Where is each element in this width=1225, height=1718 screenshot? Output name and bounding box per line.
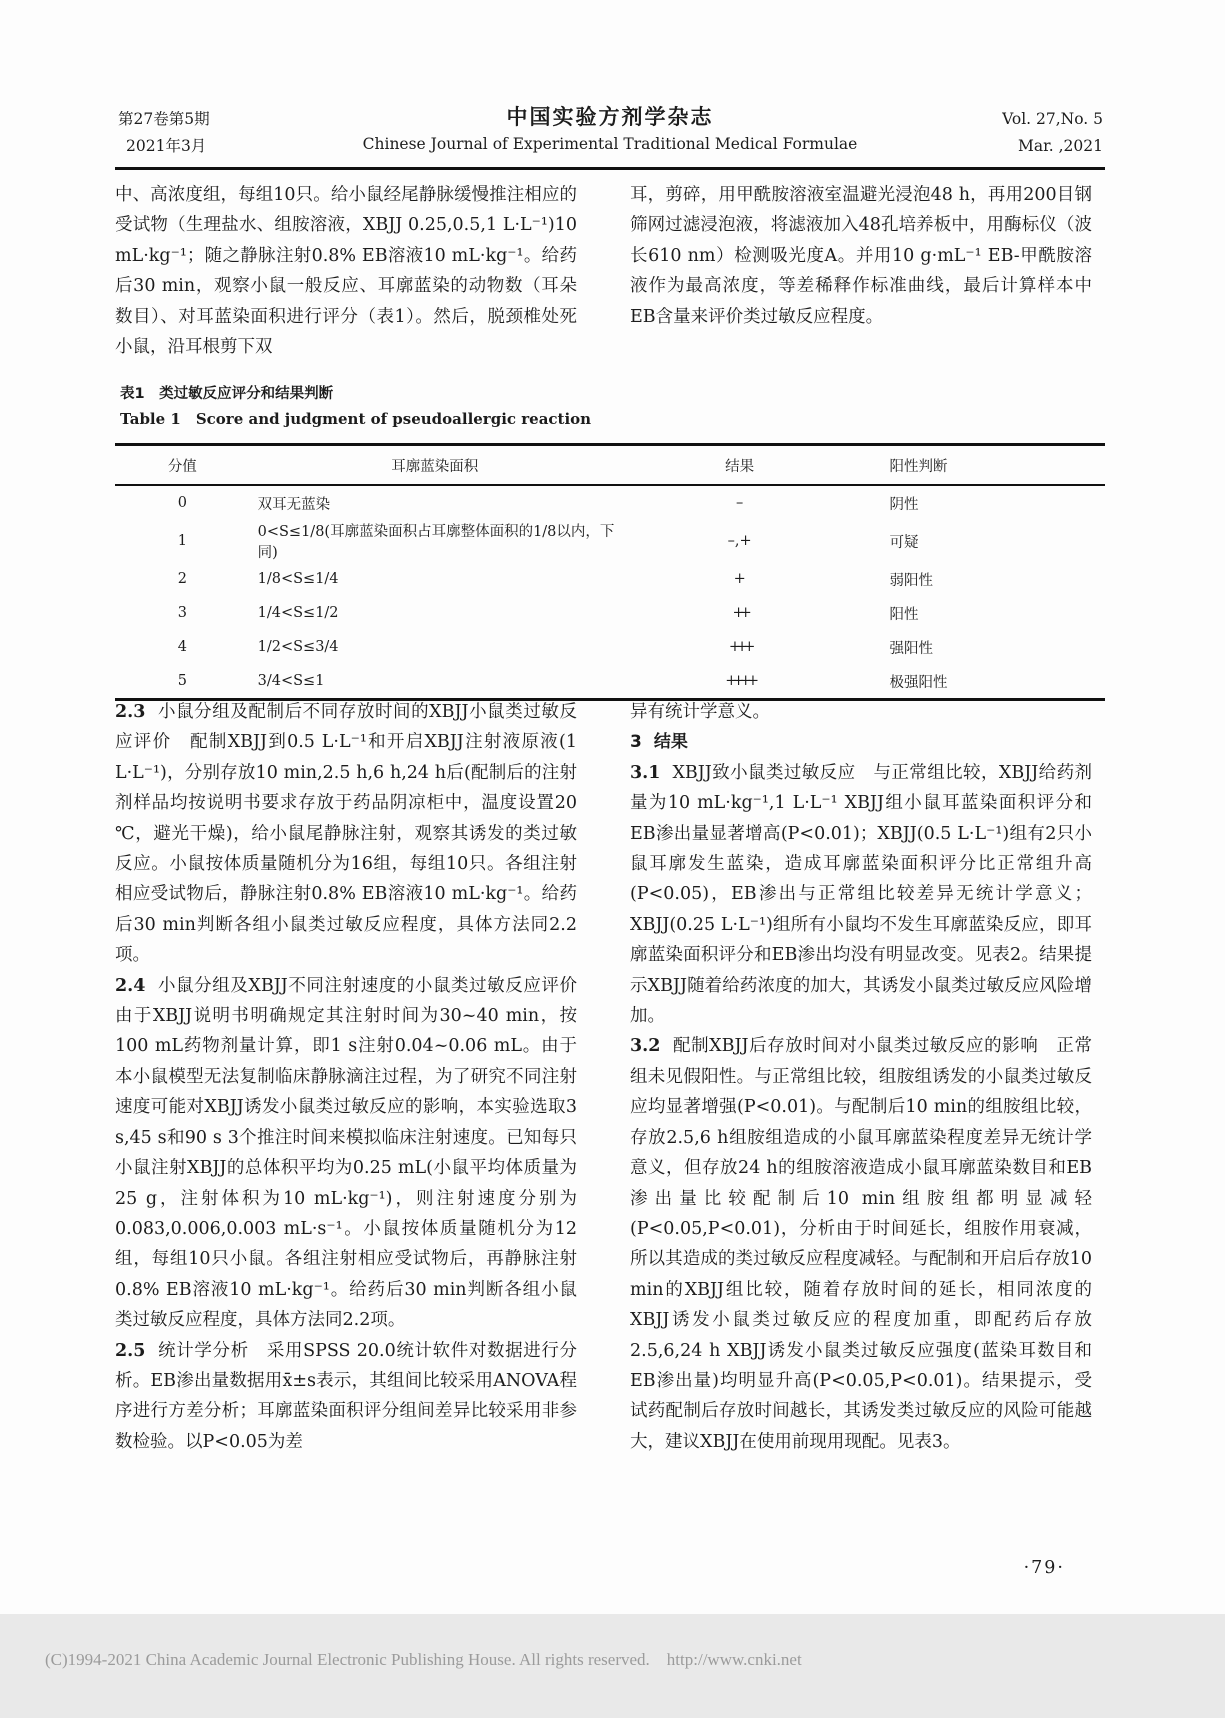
table-cell: 5 bbox=[177, 673, 187, 689]
table-cell: 阳性 bbox=[889, 606, 919, 623]
section-text: 配制XBJJ后存放时间对小鼠类过敏反应的影响 正常组未见假阳性。与正常组比较，组胺组诱发的小鼠类过敏反应均显著增强(P<0.01)。与配制后10 min的组胺组比较，存放2.5,6 h组胺组造成的小鼠耳廓蓝染程度差异无统计学意义，但存放24 h的组胺溶液造成小鼠耳廓蓝染数目和EB渗出量比较配制后10 min组胺组都明显减轻(P<0.05,P<0.01)，分析由于时间延长，组胺作用衰减，所以其造成的类过敏反应程度减轻。与配制和开启后存放10 min的XBJJ组比较，随着存放时间的延长，相同浓度的XBJJ诱发小鼠类过敏反应的程度加重，即配药后存放2.5,6,24 h XBJJ诱发小鼠类过敏反应强度(蓝染耳数目和EB渗出量)均明显升高(P<0.05,P<0.01)。结果提示，受试药配制后存放时间越长，其诱发类过敏反应的风险可能越大，建议XBJJ在使用前现用现配。见表3。 bbox=[630, 1036, 1092, 1452]
journal-title-cn: 中国实验方剂学杂志 bbox=[506, 104, 714, 129]
section-text: 小鼠分组及配制后不同存放时间的XBJJ小鼠类过敏反应评价 配制XBJJ到0.5 L·L⁻¹和开启XBJJ注射液原液(1 L·L⁻¹)，分别存放10 min,2.5 h,6 h,24 h后(配制后的注射剂样品均按说明书要求存放于药品阴凉柜中，温度设置20 ℃，避光干燥)，给小鼠尾静脉注射，观察其诱发的类过敏反应。小鼠按体质量随机分为16组，每组10只。各组注射相应受试物后，静脉注射0.8% EB溶液10 mL·kg⁻¹。给药后30 min判断各组小鼠类过敏反应程度，具体方法同2.2项。 bbox=[115, 702, 577, 966]
table-row bbox=[115, 664, 1105, 700]
table-cell: ++++ bbox=[725, 673, 755, 689]
table-row bbox=[115, 520, 1105, 562]
col-header-result: 结果 bbox=[620, 445, 860, 486]
heading-title: 结果 bbox=[653, 732, 688, 753]
table-cell: 极强阳性 bbox=[889, 674, 948, 691]
results-heading bbox=[630, 727, 1092, 757]
section-number: 3.1 bbox=[630, 762, 661, 783]
right-column-bottom bbox=[630, 697, 1092, 1457]
table-cell: 3/4<S≤1 bbox=[257, 673, 325, 689]
score-table-body bbox=[115, 485, 1105, 700]
section-number: 3.2 bbox=[630, 1036, 661, 1057]
col-header-area: 耳廓蓝染面积 bbox=[250, 445, 620, 486]
page-number: ·79· bbox=[1023, 1558, 1065, 1578]
journal-title-block bbox=[115, 104, 1105, 158]
table1-block bbox=[115, 383, 1105, 701]
table-cell: 0<S≤1/8(耳廓蓝染面积占耳廓整体面积的1/8以内，下同) bbox=[257, 524, 615, 561]
section-3-1 bbox=[630, 758, 1092, 1032]
left-column-bottom bbox=[115, 697, 595, 1457]
left-column-top bbox=[115, 180, 577, 362]
table-cell: 4 bbox=[177, 639, 187, 655]
table-cell: 2 bbox=[177, 571, 187, 587]
volume-date: Mar. ,2021 bbox=[1017, 137, 1103, 155]
table-cell: – bbox=[736, 495, 744, 511]
table-cell: 1/2<S≤3/4 bbox=[257, 639, 339, 655]
table-cell: ++ bbox=[732, 605, 747, 621]
table-row bbox=[115, 596, 1105, 630]
section-2-4 bbox=[115, 971, 595, 1336]
volume-number: Vol. 27,No. 5 bbox=[1002, 110, 1103, 128]
section-number: 2.5 bbox=[115, 1340, 146, 1361]
heading-number: 3 bbox=[630, 732, 642, 753]
table-cell: 阴性 bbox=[889, 496, 919, 513]
score-table-head bbox=[115, 445, 1105, 486]
table-cell: + bbox=[733, 571, 746, 587]
table1-caption-cn: 表1 类过敏反应评分和结果判断 bbox=[120, 386, 334, 402]
section-text: 小鼠分组及XBJJ不同注射速度的小鼠类过敏反应评价 由于XBJJ说明书明确规定其注射时间为30~40 min，按100 mL药物剂量计算，即1 s注射0.04~0.06 mL。由于本小鼠模型无法复制临床静脉滴注过程，为了研究不同注射速度可能对XBJJ诱发小鼠类过敏反应的影响，本实验选取3 s,45 s和90 s 3个推注时间来模拟临床注射速度。已知每只小鼠注射XBJJ的总体积平均为0.25 mL(小鼠平均体质量为25 g，注射体积为10 mL·kg⁻¹)，则注射速度分别为0.083,0.006,0.003 mL·s⁻¹。小鼠按体质量随机分为12组，每组10只小鼠。各组注射相应受试物后，再静脉注射0.8% EB溶液10 mL·kg⁻¹。给药后30 min判断各组小鼠类过敏反应程度，具体方法同2.2项。 bbox=[115, 975, 595, 1331]
table-cell: 强阳性 bbox=[889, 640, 933, 657]
continuation-line: 异有统计学意义。 bbox=[630, 702, 770, 722]
table-cell: 1 bbox=[177, 533, 187, 549]
section-3-2 bbox=[630, 1031, 1092, 1457]
section-number: 2.3 bbox=[115, 702, 146, 722]
table-row bbox=[115, 562, 1105, 596]
table-cell: 弱阳性 bbox=[889, 572, 933, 589]
table-cell: 0 bbox=[177, 495, 187, 511]
paragraph: 中、高浓度组，每组10只。给小鼠经尾静脉缓慢推注相应的受试物（生理盐水、组胺溶液，XBJJ 0.25,0.5,1 L·L⁻¹)10 mL·kg⁻¹；随之静脉注射0.8% EB溶液10 mL·kg⁻¹。给药后30 min，观察小鼠一般反应、耳廓蓝染的动物数（耳朵数目）、对耳蓝染面积进行评分（表1）。然后，脱颈椎处死小鼠，沿耳根剪下双 bbox=[115, 185, 577, 358]
section-number: 2.4 bbox=[115, 975, 146, 996]
paragraph: 耳，剪碎，用甲酰胺溶液室温避光浸泡48 h，再用200目钢筛网过滤浸泡液，将滤液加入48孔培养板中，用酶标仪（波长610 nm）检测吸光度A。并用10 g·mL⁻¹ EB-甲酰胺溶液作为最高浓度，等差稀释作标准曲线，最后计算样本中EB含量来评价类过敏反应程度。 bbox=[630, 185, 1092, 327]
table-cell: +++ bbox=[728, 639, 751, 655]
section-2-5 bbox=[115, 1336, 577, 1458]
table-row bbox=[115, 630, 1105, 664]
table-row bbox=[115, 485, 1105, 520]
section-text: XBJJ致小鼠类过敏反应 与正常组比较，XBJJ给药剂量为10 mL·kg⁻¹,1 L·L⁻¹ XBJJ组小鼠耳蓝染面积评分和EB渗出量显著增高(P<0.01)；XBJJ(0.5 L·L⁻¹)组有2只小鼠耳廓发生蓝染，造成耳廓蓝染面积评分比正常组升高(P<0.05)，EB渗出与正常组比较差异无统计学意义；XBJJ(0.25 L·L⁻¹)组所有小鼠均不发生耳廓蓝染反应，即耳廓蓝染面积评分和EB渗出均没有明显改变。见表2。结果提示XBJJ随着给药浓度的加大，其诱发小鼠类过敏反应风险增加。 bbox=[630, 762, 1092, 1027]
table-cell: 双耳无蓝染 bbox=[257, 496, 331, 513]
journal-title-en: Chinese Journal of Experimental Traditional Medical Formulae bbox=[362, 135, 858, 153]
page-header bbox=[115, 104, 1105, 162]
col-header-judgment: 阳性判断 bbox=[859, 445, 1105, 486]
footer-band bbox=[0, 1614, 1225, 1718]
table-cell: 可疑 bbox=[889, 534, 919, 551]
copyright-text: (C)1994-2021 China Academic Journal Electronic Publishing House. All rights reserved. http://www.cnki.net bbox=[45, 1650, 802, 1669]
table-header-row bbox=[115, 445, 1105, 486]
volume-info bbox=[1002, 106, 1103, 160]
table-cell: –,+ bbox=[727, 533, 752, 549]
table-cell: 1/4<S≤1/2 bbox=[257, 605, 339, 621]
issue-volume: 第27卷第5期 bbox=[118, 110, 210, 128]
table-cell: 3 bbox=[177, 605, 187, 621]
table1-caption-en: Table 1 Score and judgment of pseudoallergic reaction bbox=[120, 410, 592, 428]
issue-date: 2021年3月 bbox=[126, 137, 207, 155]
col-header-score: 分值 bbox=[115, 445, 250, 486]
header-rule bbox=[115, 167, 1105, 170]
table-cell: 1/8<S≤1/4 bbox=[257, 571, 339, 587]
score-table bbox=[115, 443, 1105, 701]
section-2-3 bbox=[115, 697, 577, 971]
right-column-top bbox=[630, 180, 1092, 332]
section-text: 统计学分析 采用SPSS 20.0统计软件对数据进行分析。EB渗出量数据用x̄±s表示，其组间比较采用ANOVA程序进行方差分析；耳廓蓝染面积评分组间差异比较采用非参数检验。以P<0.05为差 bbox=[115, 1340, 577, 1452]
